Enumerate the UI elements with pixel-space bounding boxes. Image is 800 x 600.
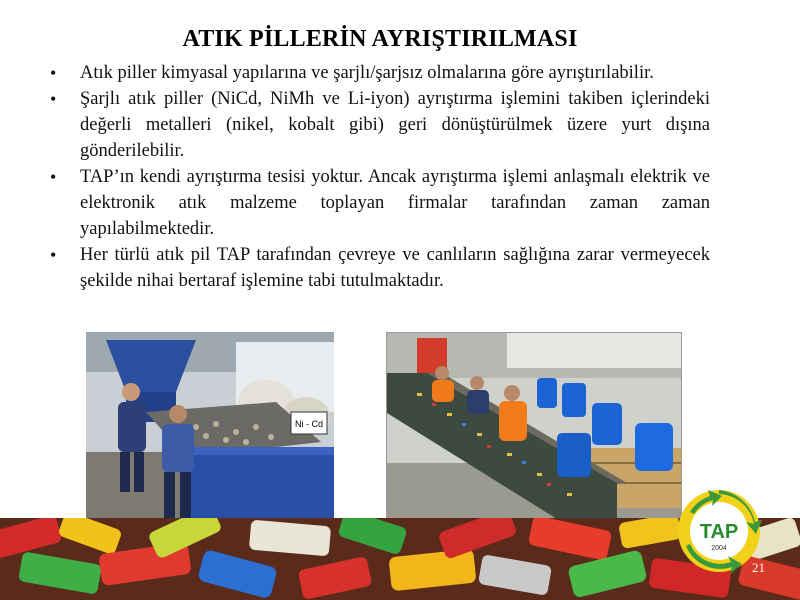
bullet-text: Şarjlı atık piller (NiCd, NiMh ve Li-iyon) ayrıştırma işlemini takiben içlerindeki değerli metalleri (nikel, kobalt gibi) geri dönüştürülmek üzere yurt dışına gönderilebilir. [80,89,710,161]
bullet-item [50,60,710,86]
bullet-text: Atık piller kimyasal yapılarına ve şarjlı/şarjsız olmalarına göre ayrıştırılabilir. [80,63,654,83]
slide-title: ATIK PİLLERİN AYRIŞTIRILMASI [182,26,578,52]
sorting-facility-photo [86,332,334,518]
conveyor-illustration [387,333,681,519]
bin-label: Ni - Cd [294,419,324,429]
bullet-dot: • [50,89,57,109]
bullet-dot: • [50,167,57,187]
bullet-item [50,242,710,294]
slide-number: 21 [752,560,765,575]
bullet-item [50,164,710,242]
bullet-list [50,60,710,294]
sorting-facility-illustration [86,332,334,518]
logo-year: 2004 [711,545,727,552]
bullet-item [50,86,710,164]
bullet-text: Her türlü atık pil TAP tarafından çevreye ve canlıların sağlığına zarar vermeyecek şekilde nihai bertaraf işlemine tabi tutulmaktadır. [80,245,710,291]
conveyor-sorting-photo [386,332,682,520]
tap-logo [676,488,762,574]
bullet-text: TAP’ın kendi ayrıştırma tesisi yoktur. Ancak ayrıştırma işlemi anlaşmalı elektrik ve elektronik atık malzeme toplayan firmalar tarafından zaman zaman yapılabilmektedir. [80,167,710,239]
bullet-dot: • [50,245,57,265]
recycle-arrows-icon [676,488,762,574]
bullet-dot: • [50,63,57,83]
logo-text: TAP [699,521,739,543]
